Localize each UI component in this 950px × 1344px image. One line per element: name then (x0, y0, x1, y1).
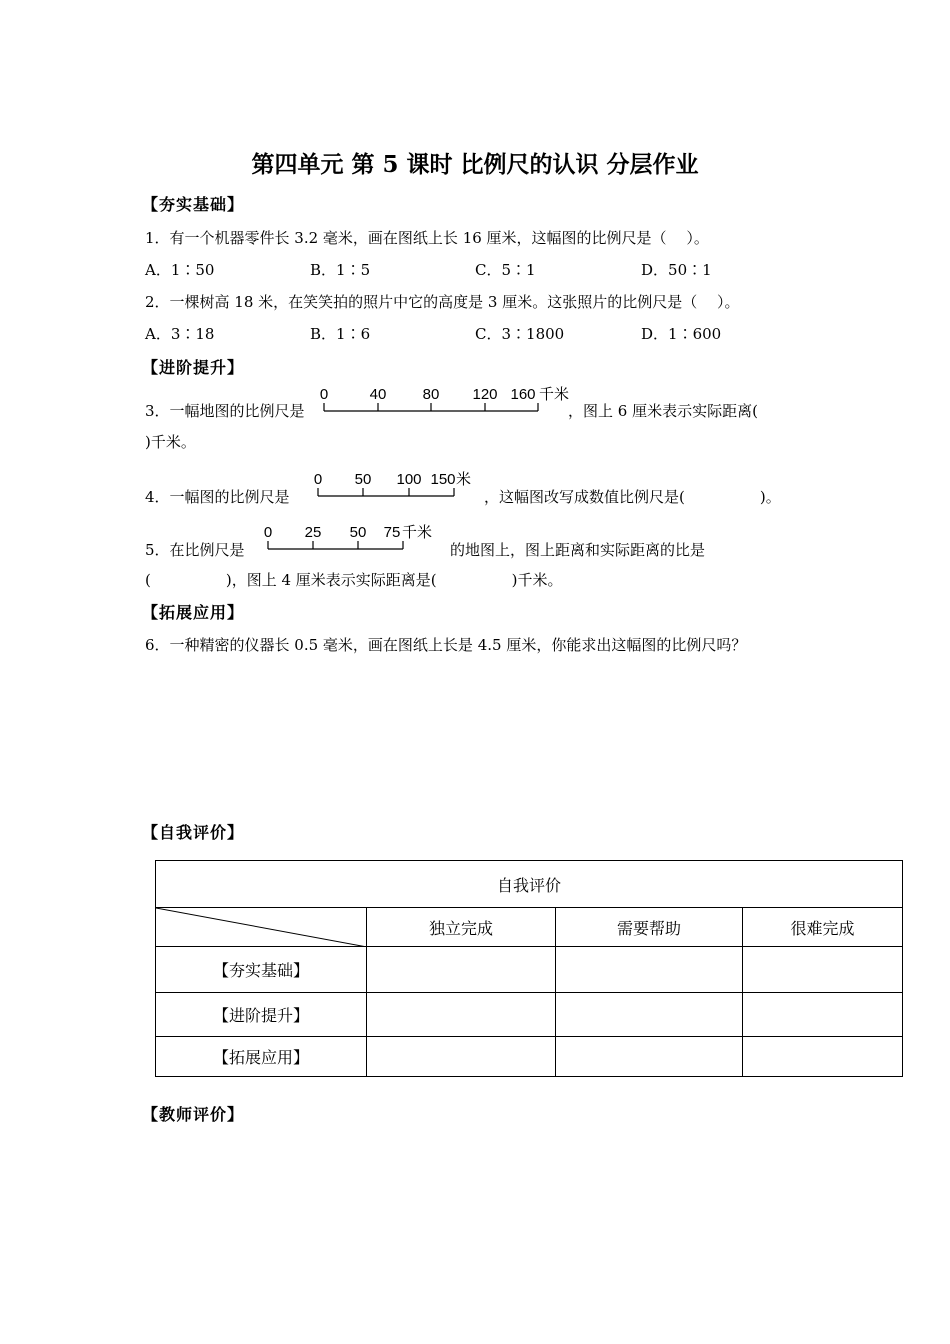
q4-scale-label-50: 50 (354, 471, 372, 488)
q2-option-b: B．1∶6 (310, 325, 371, 343)
q4-scale-label-100: 100 (396, 471, 422, 488)
question-3-line2: )千米。 (145, 433, 196, 451)
q2-option-a: A．3∶18 (145, 325, 215, 343)
section-basic: 【夯实基础】 (142, 195, 245, 214)
question-3-prefix: 3．一幅地图的比例尺是 (145, 402, 305, 420)
eval-table-header: 自我评价 (156, 861, 903, 908)
q5-scale-label-50: 50 (349, 524, 367, 541)
q3-scale-label-120: 120 (472, 386, 498, 403)
question-1: 1．有一个机器零件长 3.2 毫米，画在图纸上长 16 厘米，这幅图的比例尺是（ ）。 (145, 229, 709, 247)
question-3-suffix: ，图上 6 厘米表示实际距离( (568, 402, 758, 420)
eval-table-diagonal-cell (156, 908, 367, 947)
question-6: 6．一种精密的仪器长 0.5 毫米，画在图纸上长是 4.5 厘米，你能求出这幅图的比例尺吗？ (145, 636, 747, 654)
q4-line-scale (312, 467, 482, 501)
question-2: 2．一棵树高 18 米，在笑笑拍的照片中它的高度是 3 厘米。这张照片的比例尺是（ ）。 (145, 293, 740, 311)
eval-cell[interactable] (743, 947, 903, 993)
question-5-line2: ( )，图上 4 厘米表示实际距离是( )千米。 (145, 571, 563, 589)
q3-scale-label-0: 0 (319, 386, 329, 403)
page-title: 第四单元 第 5 课时 比例尺的认识 分层作业 (251, 151, 699, 178)
eval-cell[interactable] (367, 947, 556, 993)
q5-line-scale (260, 520, 440, 554)
eval-cell[interactable] (556, 993, 743, 1037)
question-4-suffix: ，这幅图改写成数值比例尺是( )。 (484, 488, 781, 506)
q3-scale-label-40: 40 (369, 386, 387, 403)
q1-option-b: B．1∶5 (310, 261, 371, 279)
q5-scale-label-0: 0 (263, 524, 273, 541)
q1-option-d: D．50∶1 (641, 261, 712, 279)
q3-line-scale (318, 382, 578, 416)
q4-scale-unit: 米 (456, 471, 472, 488)
section-advanced: 【进阶提升】 (142, 358, 245, 377)
q5-scale-unit: 千米 (402, 524, 433, 541)
q2-option-c: C．3∶1800 (475, 325, 565, 343)
eval-cell[interactable] (556, 1037, 743, 1077)
eval-cell[interactable] (743, 1037, 903, 1077)
eval-row-basic: 【夯实基础】 (156, 947, 367, 993)
q2-option-d: D．1∶600 (641, 325, 722, 343)
q5-scale-label-25: 25 (304, 524, 322, 541)
q3-scale-label-160: 160 (510, 386, 536, 403)
diagonal-line (156, 908, 367, 947)
section-teacher-eval: 【教师评价】 (142, 1105, 245, 1124)
eval-col-hard: 很难完成 (743, 908, 903, 947)
eval-cell[interactable] (367, 993, 556, 1037)
eval-col-independent: 独立完成 (367, 908, 556, 947)
q1-option-a: A．1∶50 (145, 261, 215, 279)
q1-option-c: C．5∶1 (475, 261, 536, 279)
section-self-eval: 【自我评价】 (142, 823, 245, 842)
q4-scale-label-0: 0 (313, 471, 323, 488)
eval-cell[interactable] (556, 947, 743, 993)
q3-scale-label-80: 80 (422, 386, 440, 403)
eval-cell[interactable] (743, 993, 903, 1037)
q3-scale-unit: 千米 (539, 386, 570, 403)
q5-scale-label-75: 75 (383, 524, 401, 541)
eval-row-extend: 【拓展应用】 (156, 1037, 367, 1077)
question-4-prefix: 4．一幅图的比例尺是 (145, 488, 290, 506)
section-extend: 【拓展应用】 (142, 603, 245, 622)
eval-col-need-help: 需要帮助 (556, 908, 743, 947)
self-eval-table (155, 860, 903, 1077)
q4-scale-label-150: 150 (430, 471, 456, 488)
eval-row-advanced: 【进阶提升】 (156, 993, 367, 1037)
question-5-suffix: 的地图上，图上距离和实际距离的比是 (450, 541, 706, 559)
eval-cell[interactable] (367, 1037, 556, 1077)
question-5-prefix: 5．在比例尺是 (145, 541, 245, 559)
